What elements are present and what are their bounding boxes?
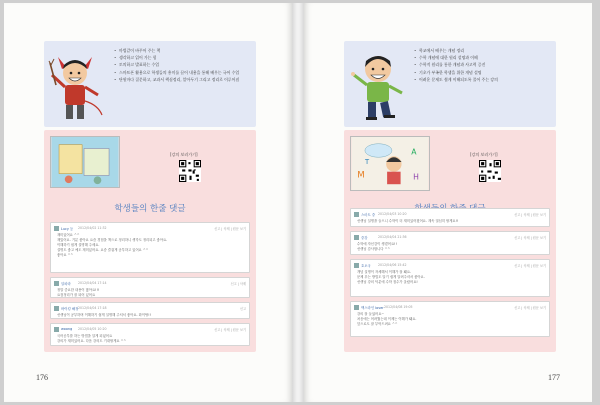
intro-bullet: • 토의하고 발표하는 수업 — [114, 61, 252, 68]
page-number: 176 — [36, 373, 48, 382]
comment-author[interactable]: 맥스라인 lover — [361, 306, 384, 310]
comment-line: 선생님이 공부하며 이해하기 쉽게 설명해 주셔서 좋아요. 화이팅!! — [57, 313, 151, 317]
intro-box — [344, 41, 556, 127]
teacher-illustration — [348, 45, 410, 123]
comment-body — [57, 288, 243, 298]
intro-bullet-list — [114, 47, 252, 83]
comment-author[interactable]: 스마트 중 — [361, 213, 376, 217]
avatar — [354, 235, 359, 240]
comment-date: 2012/04/03 10:20 — [378, 212, 407, 216]
comment-line: 처음에는 어려웠는데 이제는 이해가 돼요. — [357, 317, 417, 321]
intro-box — [44, 41, 256, 127]
comment-body — [57, 233, 243, 258]
comment-header — [54, 327, 246, 332]
comment-actions[interactable]: 신고 — [239, 307, 246, 311]
comment-line: 좋아요 ^^ — [57, 253, 74, 257]
comment-actions[interactable]: 신고 | 삭제 | 원문 보기 — [514, 306, 546, 310]
comment-line: 재미있어요 ^^ — [57, 233, 80, 237]
avatar — [54, 327, 59, 332]
avatar — [54, 306, 59, 311]
comment-author[interactable]: Lucy 등 — [61, 227, 74, 231]
comment-line: 선생님 강의 덕분에 수학 점수가 올랐어요! — [357, 280, 418, 284]
comment-date: 2012/04/02 11:32 — [78, 226, 107, 230]
comment-line: 이해하기 쉽게 설명해 주세요. — [57, 243, 100, 247]
comment-body — [57, 334, 243, 344]
page-number: 177 — [548, 373, 560, 382]
comment-card — [50, 302, 250, 319]
avatar — [354, 305, 359, 310]
comment-line: 재밌어요. 기분 좋아요 요즘 경험을 책으로 정리하니 생각도 정리되고 좋아요. — [57, 238, 168, 242]
comment-card — [350, 208, 550, 227]
comment-card — [350, 231, 550, 255]
comment-actions[interactable]: 신고 | 삭제 | 원문 보기 — [514, 236, 546, 240]
right-page — [304, 3, 592, 402]
comment-card — [50, 277, 250, 298]
comment-header — [354, 305, 546, 310]
intro-bullet: • 어려운 문제도 쉽게 이해되도록 풀어 주는 강의 — [414, 76, 552, 83]
comment-line: 앞으로도 잘 부탁드려요 ^^ — [357, 322, 398, 326]
comment-body — [57, 313, 243, 318]
comment-date: 2012/04/08 19:05 — [384, 305, 413, 309]
intro-bullet: • 단원마다 질문하고, 교과서 핵심정리, 알아두기 그리고 정리로 이루어짐 — [114, 76, 252, 83]
comment-author[interactable]: 알파라 — [61, 282, 71, 286]
lecture-thumbnail[interactable] — [50, 136, 120, 188]
comment-line: 국어공부를 하는 방법을 알게 되었어요 — [57, 334, 113, 338]
comment-body — [357, 219, 543, 224]
comment-line: 강의가 재미있어요. 다음 강의도 기대할게요 ^^ — [57, 339, 127, 343]
comment-line: 설명도 좋고 예도 재미있어요. 요즘 즐겁게 공부하고 있어요 ^^ — [57, 248, 149, 252]
comment-date: 2012/04/04 17:14 — [78, 281, 107, 285]
intro-bullet: • 스마트폰 활용으로 학생들의 흥미를 끌어 내용을 통해 배우는 국어 수업 — [114, 69, 252, 76]
intro-bullet: • 마법같이 바꾸어 주는 책 — [114, 47, 252, 54]
comment-date: 2012/04/05 10:20 — [78, 327, 107, 331]
comment-line: 요점정리가 잘 되어 있어요 — [57, 293, 96, 297]
comment-actions[interactable]: 신고 | 삭제 | 원문 보기 — [214, 227, 246, 231]
svg-text:H: H — [413, 172, 419, 182]
comment-author[interactable]: woong — [61, 327, 73, 331]
section-title: 학생들의 한줄 댓글 — [114, 204, 186, 214]
comment-date: 2012/04/06 15:42 — [378, 263, 407, 267]
svg-text:T: T — [364, 157, 370, 166]
svg-text:M: M — [357, 170, 365, 181]
comment-author[interactable]: 중강 — [361, 236, 368, 240]
comment-card — [50, 323, 250, 346]
avatar — [54, 281, 59, 286]
comment-card — [350, 301, 550, 337]
qr-caption: [강의 보러가기] — [470, 152, 498, 157]
comment-author[interactable]: 바이킹 해정 — [61, 307, 79, 311]
comment-body — [357, 270, 543, 285]
comment-header — [354, 235, 546, 240]
intro-bullet: • 기초가 부족한 학생을 위한 개념 설명 — [414, 69, 552, 76]
comment-header — [54, 281, 246, 286]
comment-line: 개념 설명이 자세해서 이해가 잘 돼요. — [357, 270, 412, 274]
comment-date: 2012/04/04 17:18 — [78, 306, 107, 310]
comment-author[interactable]: 호오국 — [361, 264, 371, 268]
intro-bullet-list — [414, 47, 552, 83]
comment-line: 선생님 설명을 들으니 수학이 더 재미있어졌어요. 계속 열심히 할게요!! — [357, 219, 459, 223]
svg-text:A: A — [411, 147, 417, 157]
lecture-thumbnail[interactable] — [350, 136, 430, 191]
comment-actions[interactable]: 신고 | 삭제 — [230, 282, 246, 286]
avatar — [354, 263, 359, 268]
comment-header — [354, 212, 546, 217]
qr-code-icon[interactable] — [179, 160, 201, 182]
comment-line: 정말 중요한 내용이 많아요!!! — [57, 288, 100, 292]
comment-actions[interactable]: 신고 | 삭제 | 원문 보기 — [214, 328, 246, 332]
left-page — [4, 3, 292, 402]
devil-teacher-illustration — [48, 45, 110, 123]
comment-line: 수학에 자신감이 생겼어요!! — [357, 242, 397, 246]
intro-bullet: • 수학 개념에 대한 원리 설명과 이해 — [414, 54, 552, 61]
comment-date: 2012/04/04 21:36 — [378, 235, 407, 239]
comment-body — [357, 312, 543, 327]
comment-card — [50, 222, 250, 273]
comment-actions[interactable]: 신고 | 삭제 | 원문 보기 — [514, 213, 546, 217]
intro-bullet: • 생각하고 읽어 가는 힘 — [114, 54, 252, 61]
intro-bullet: • 학교에서 배우는 개념 정리 — [414, 47, 552, 54]
comment-header — [54, 306, 246, 311]
comment-header — [54, 226, 246, 231]
avatar — [54, 226, 59, 231]
book-gutter — [292, 3, 304, 402]
comment-line: 강의 잘 들었어요~ — [357, 312, 385, 316]
comment-line: 문제 푸는 방법도 알기 쉽게 알려주셔서 좋아요. — [357, 275, 425, 279]
comment-card — [350, 259, 550, 297]
comment-body — [357, 242, 543, 252]
comment-header — [354, 263, 546, 268]
avatar — [354, 212, 359, 217]
comment-box — [44, 130, 256, 352]
qr-caption: [강의 보러가기] — [170, 152, 198, 157]
comment-line: 선생님 감사합니다 ^^ — [357, 247, 391, 251]
comment-box — [344, 130, 556, 352]
intro-bullet: • 수학적 원리를 통한 개념과 사고력 증진 — [414, 61, 552, 68]
comment-actions[interactable]: 신고 | 삭제 | 원문 보기 — [514, 264, 546, 268]
qr-code-icon[interactable] — [479, 160, 501, 182]
